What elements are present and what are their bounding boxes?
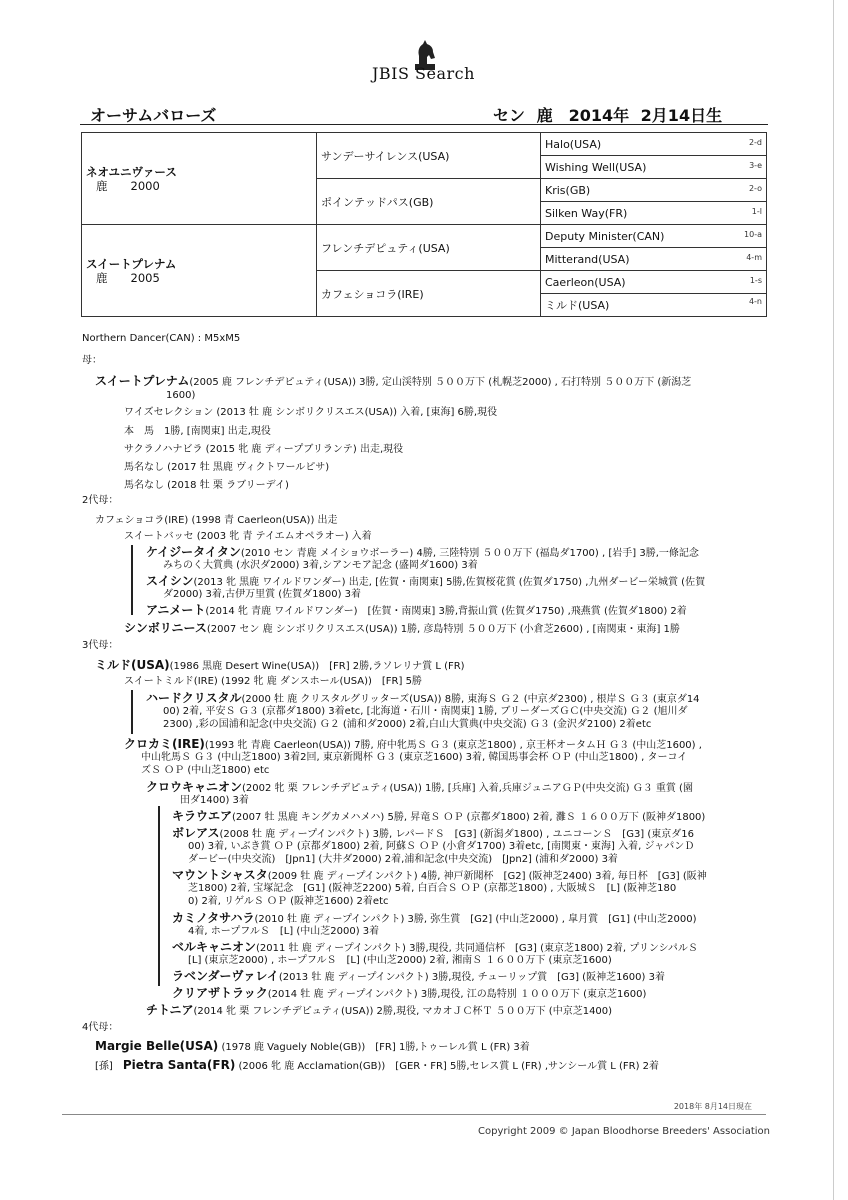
- record-line: クロウキャニオン(2002 牝 栗 フレンチデピュティ(USA)) 1勝, [兵庫] 入着,兵庫ジュニアＧＰ(中央交流) Ｇ３ 重賞 (園: [146, 780, 693, 794]
- damdam-cell: カフェショコラ(IRE): [317, 271, 541, 317]
- logo-text: JBIS Search: [372, 64, 475, 83]
- record-line: 00) 3着, いぶき賞 ＯＰ (京都ダ1800) 2着, 阿蘇Ｓ ＯＰ (小倉ダ1700) 3着etc, [南関東・東海] 入着, ジャパンＤ: [188, 841, 695, 852]
- record-line: [孫] Pietra Santa(FR) (2006 牝 鹿 Acclamation(GB)) [GER・FR] 5勝,セレス賞 L (FR) ,サンシール賞 L (FR) 2着: [95, 1058, 660, 1072]
- family-bar: [131, 545, 133, 615]
- ancestor-cell: Caerleon(USA) 1-s: [541, 271, 767, 294]
- damsire-cell: フレンチデピュティ(USA): [317, 225, 541, 271]
- record-line: ハードクリスタル(2000 牡 鹿 クリスタルグリッターズ(USA)) 8勝, 東海Ｓ Ｇ２ (中京ダ2300) , 根岸Ｓ Ｇ３ (東京ダ14: [146, 691, 700, 705]
- ancestor-cell: Wishing Well(USA) 3-e: [541, 156, 767, 179]
- record-line: カフェショコラ(IRE) (1998 青 Caerleon(USA)) 出走: [95, 515, 338, 526]
- footer-divider: [62, 1114, 766, 1115]
- record-line: スイシン(2013 牝 黒鹿 ワイルドワンダー) 出走, [佐賀・南関東] 5勝,佐賀桜花賞 (佐賀ダ1750) ,九州ダービー栄城賞 (佐賀: [146, 574, 706, 588]
- record-line: Margie Belle(USA) (1978 鹿 Vaguely Noble(GB)) [FR] 1勝,トゥーレル賞 L (FR) 3着: [95, 1039, 530, 1053]
- record-line: クリアザトラック(2014 牡 鹿 ディープインパクト) 3勝,現役, 江の島特別 １０００万下 (東京芝1600): [172, 986, 647, 1000]
- ancestor-cell: Deputy Minister(CAN) 10-a: [541, 225, 767, 248]
- record-line: ケイジータイタン(2010 セン 青鹿 メイショウボーラー) 4勝, 三陸特別 ５００万下 (福島ダ1700) , [岩手] 3勝,一條記念: [146, 545, 699, 559]
- pedigree-table: [81, 132, 767, 317]
- record-line: 1600): [166, 390, 196, 401]
- record-line: チトニア(2014 牝 栗 フレンチデピュティ(USA)) 2勝,現役, マカオＪＣ杯Ｔ ５００万下 (中京芝1400): [146, 1003, 613, 1017]
- record-line: 馬名なし (2017 牡 黒鹿 ヴィクトワールピサ): [124, 462, 330, 473]
- record-line: カミノタサハラ(2010 牡 鹿 ディープインパクト) 3勝, 弥生賞 [G2] (中山芝2000) , 皐月賞 [G1] (中山芝2000): [172, 911, 697, 925]
- record-line: ダービー(中央交流) [Jpn1] (大井ダ2000) 2着,浦和記念(中央交流) [Jpn2] (浦和ダ2000) 3着: [188, 854, 618, 865]
- ancestor-cell: ミルド(USA) 4-n: [541, 294, 767, 317]
- record-line: [L] (東京芝2000) , ホープフルＳ [L] (中山芝2000) 2着, 湘南Ｓ １６００万下 (東京芝1600): [188, 955, 612, 966]
- horse-meta: セン 鹿 2014年 2月14日生: [493, 106, 723, 125]
- grandsire-cell: サンデーサイレンス(USA): [317, 133, 541, 179]
- record-line: ミルド(USA)(1986 黒鹿 Desert Wine(USA)) [FR] 2勝,ラソレリナ賞 L (FR): [95, 658, 465, 672]
- logo: [0, 38, 848, 82]
- sire-cell: [82, 133, 317, 225]
- section-gen2-label: 2代母：: [82, 495, 119, 506]
- record-line: 馬名なし (2018 牡 栗 ラブリーデイ): [124, 480, 289, 491]
- record-line: 0) 2着, リゲルＳ ＯＰ (阪神芝1600) 2着etc: [188, 896, 389, 907]
- ancestor-cell: Silken Way(FR) 1-l: [541, 202, 767, 225]
- as-of-date: 2018年 8月14日現在: [673, 1102, 752, 1111]
- ancestor-cell: Kris(GB) 2-o: [541, 179, 767, 202]
- record-line: ボレアス(2008 牡 鹿 ディープインパクト) 3勝, レパードＳ [G3] (新潟ダ1800) , ユニコーンＳ [G3] (東京ダ16: [172, 826, 695, 840]
- page-edge: [833, 0, 834, 1200]
- record-line: ワイズセレクション (2013 牡 鹿 シンボリクリスエス(USA)) 入着, [東海] 6勝,現役: [124, 407, 498, 418]
- record-line: ズＳ ＯＰ (中山芝1800) etc: [141, 765, 270, 776]
- ancestor-cell: Halo(USA) 2-d: [541, 133, 767, 156]
- record-line: スイートミルド(IRE) (1992 牝 鹿 ダンスホール(USA)) [FR] 5勝: [124, 676, 422, 687]
- record-line: スイートプレナム(2005 鹿 フレンチデピュティ(USA)) 3勝, 定山渓特別 ５００万下 (札幌芝2000) , 石打特別 ５００万下 (新潟芝: [95, 374, 692, 388]
- record-line: クロカミ(IRE)(1993 牝 青鹿 Caerleon(USA)) 7勝, 府中牝馬Ｓ Ｇ３ (東京芝1800) , 京王杯オータムＨ Ｇ３ (中山芝1600) ,: [124, 737, 702, 751]
- copyright: Copyright 2009 © Japan Bloodhorse Breeders' Association: [478, 1126, 770, 1137]
- record-line: サクラノハナビラ (2015 牝 鹿 ディープブリランテ) 出走,現役: [124, 444, 404, 455]
- title-divider: [80, 124, 768, 125]
- record-line: スイートバッセ (2003 牝 青 テイエムオペラオー) 入着: [124, 531, 372, 542]
- sire-detail: 鹿 2000: [96, 178, 160, 193]
- record-line: 2300) ,彩の国浦和記念(中央交流) Ｇ２ (浦和ダ2000) 2着,白山大賞典(中央交流) Ｇ３ (金沢ダ2100) 2着etc: [163, 719, 652, 730]
- inbreeding-note: Northern Dancer(CAN) : M5xM5: [82, 333, 241, 344]
- dam-cell: [82, 225, 317, 317]
- granddam-cell: ポインテッドパス(GB): [317, 179, 541, 225]
- record-line: ラベンダーヴァレイ(2013 牡 鹿 ディープインパクト) 3勝,現役, チューリップ賞 [G3] (阪神芝1600) 3着: [172, 969, 665, 983]
- record-line: 00) 2着, 平安Ｓ Ｇ３ (京都ダ1800) 3着etc, [北海道・石川・南関東] 1勝, ブリーダーズＧＣ(中央交流) Ｇ２ (旭川ダ: [163, 706, 688, 717]
- record-line: 本 馬 1勝, [南関東] 出走,現役: [124, 426, 271, 437]
- record-line: ダ2000) 3着,古伊万里賞 (佐賀ダ1800) 3着: [163, 589, 362, 600]
- record-line: 中山牝馬Ｓ Ｇ３ (中山芝1800) 3着2回, 東京新聞杯 Ｇ３ (東京芝1600) 3着, 韓国馬事会杯 ＯＰ (中山芝1800) , ターコイ: [141, 752, 688, 763]
- record-line: 芝1800) 2着, 宝塚記念 [G1] (阪神芝2200) 5着, 白百合Ｓ ＯＰ (京都芝1800) , 大阪城Ｓ [L] (阪神芝180: [188, 883, 677, 894]
- section-gen3-label: 3代母：: [82, 640, 119, 651]
- sire-name: ネオユニヴァース: [86, 164, 177, 179]
- section-dam-label: 母：: [82, 355, 102, 366]
- record-line: みちのく大賞典 (水沢ダ2000) 3着,シアンモア記念 (盛岡ダ1600) 3着: [163, 560, 478, 571]
- record-line: アニメート(2014 牝 青鹿 ワイルドワンダー) [佐賀・南関東] 3勝,背振山賞 (佐賀ダ1750) ,飛燕賞 (佐賀ダ1800) 2着: [146, 603, 687, 617]
- record-line: ベルキャニオン(2011 牡 鹿 ディープインパクト) 3勝,現役, 共同通信杯 [G3] (東京芝1800) 2着, プリンシパルＳ: [172, 940, 698, 954]
- record-line: 4着, ホープフルＳ [L] (中山芝2000) 3着: [188, 926, 380, 937]
- ancestor-cell: Mitterand(USA) 4-m: [541, 248, 767, 271]
- dam-name: スイートプレナム: [86, 256, 177, 271]
- record-line: シンボリニース(2007 セン 鹿 シンボリクリスエス(USA)) 1勝, 彦島特別 ５００万下 (小倉芝2600) , [南関東・東海] 1勝: [124, 621, 680, 635]
- record-line: キラウエア(2007 牡 黒鹿 キングカメハメハ) 5勝, 昇竜Ｓ ＯＰ (京都ダ1800) 2着, 灘Ｓ １６００万下 (阪神ダ1800): [172, 809, 706, 823]
- record-line: 田ダ1400) 3着: [180, 795, 249, 806]
- section-gen4-label: 4代母：: [82, 1022, 119, 1033]
- dam-detail: 鹿 2005: [96, 270, 160, 285]
- horse-name: オーサムバローズ: [90, 106, 217, 125]
- family-bar: [131, 690, 133, 734]
- record-line: マウントシャスタ(2009 牡 鹿 ディープインパクト) 4勝, 神戸新聞杯 [G2] (阪神芝2400) 3着, 毎日杯 [G3] (阪神: [172, 868, 707, 882]
- family-bar: [158, 806, 160, 986]
